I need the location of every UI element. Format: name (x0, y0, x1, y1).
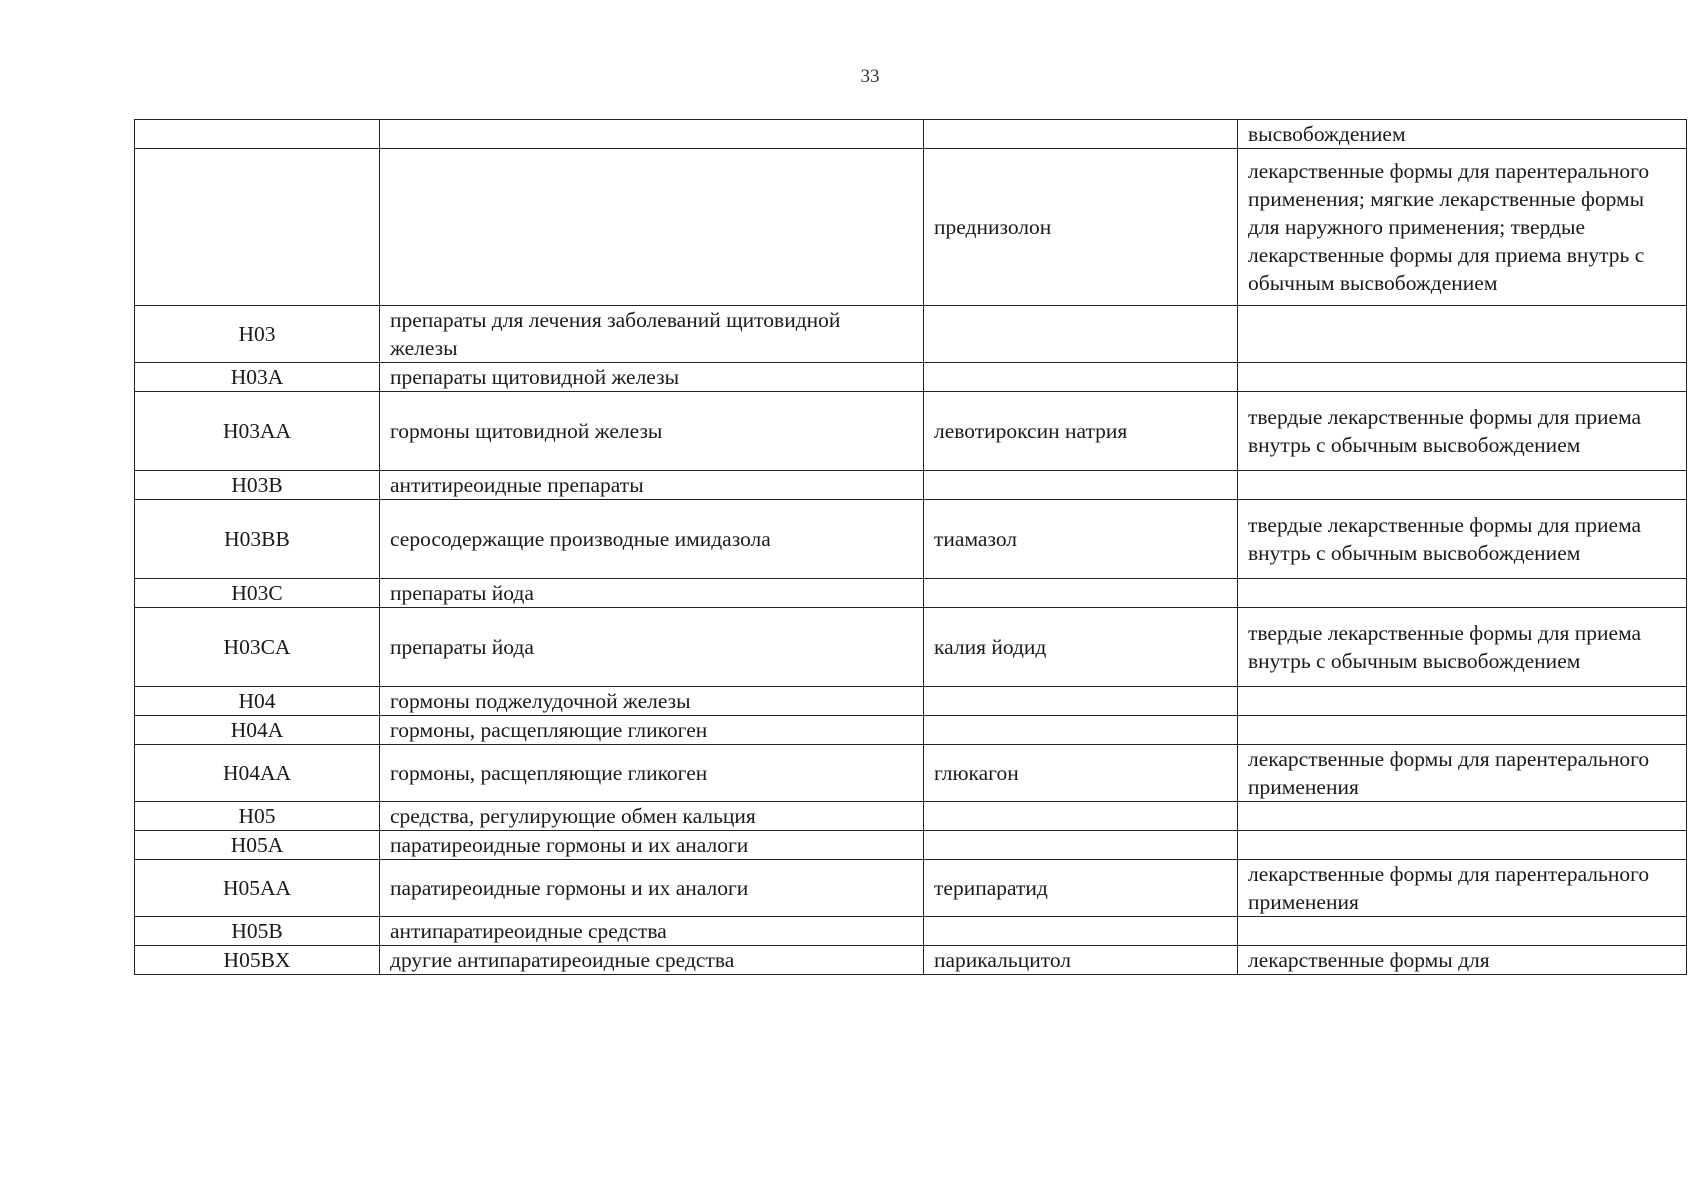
dosage-form-cell (1238, 687, 1687, 716)
atc-code-cell: H03A (135, 363, 380, 392)
drug-name-cell (924, 363, 1238, 392)
atc-code-cell: H03C (135, 579, 380, 608)
drug-name-cell: преднизолон (924, 149, 1238, 306)
group-name-cell: паратиреоидные гормоны и их аналоги (380, 831, 924, 860)
table-row (135, 120, 1687, 149)
drug-name-cell: тиамазол (924, 500, 1238, 579)
group-name-cell: средства, регулирующие обмен кальция (380, 802, 924, 831)
group-name-cell: другие антипаратиреоидные средства (380, 946, 924, 975)
group-name-cell: гормоны щитовидной железы (380, 392, 924, 471)
drug-table-wrapper (134, 119, 1686, 975)
drug-name-cell (924, 120, 1238, 149)
atc-code-cell: H04A (135, 716, 380, 745)
atc-code-cell (135, 120, 380, 149)
dosage-form-cell (1238, 831, 1687, 860)
drug-table-body (135, 120, 1687, 975)
group-name-cell: препараты щитовидной железы (380, 363, 924, 392)
drug-name-cell (924, 716, 1238, 745)
dosage-form-cell: твердые лекарственные формы для приема внутрь с обычным высвобождением (1238, 392, 1687, 471)
group-name-cell: антитиреоидные препараты (380, 471, 924, 500)
atc-code-cell: H03 (135, 306, 380, 363)
drug-table (134, 119, 1687, 975)
atc-code-cell: H03B (135, 471, 380, 500)
atc-code-cell: H04 (135, 687, 380, 716)
dosage-form-cell: твердые лекарственные формы для приема внутрь с обычным высвобождением (1238, 608, 1687, 687)
atc-code-cell: H03AA (135, 392, 380, 471)
table-row (135, 471, 1687, 500)
dosage-form-cell: высвобождением (1238, 120, 1687, 149)
atc-code-cell: H05BX (135, 946, 380, 975)
dosage-form-cell (1238, 917, 1687, 946)
dosage-form-cell (1238, 306, 1687, 363)
table-row (135, 687, 1687, 716)
dosage-form-cell: лекарственные формы для парентерального применения (1238, 860, 1687, 917)
group-name-cell: серосодержащие производные имидазола (380, 500, 924, 579)
table-row (135, 860, 1687, 917)
table-row (135, 608, 1687, 687)
atc-code-cell: H03BB (135, 500, 380, 579)
table-row (135, 802, 1687, 831)
table-row (135, 306, 1687, 363)
dosage-form-cell (1238, 579, 1687, 608)
dosage-form-cell: лекарственные формы для (1238, 946, 1687, 975)
drug-name-cell: терипаратид (924, 860, 1238, 917)
drug-name-cell (924, 471, 1238, 500)
drug-name-cell (924, 687, 1238, 716)
group-name-cell: препараты для лечения заболеваний щитовидной железы (380, 306, 924, 363)
atc-code-cell: H05AA (135, 860, 380, 917)
atc-code-cell: H03CA (135, 608, 380, 687)
atc-code-cell: H04AA (135, 745, 380, 802)
group-name-cell: препараты йода (380, 579, 924, 608)
table-row (135, 946, 1687, 975)
group-name-cell: гормоны, расщепляющие гликоген (380, 716, 924, 745)
atc-code-cell: H05A (135, 831, 380, 860)
drug-name-cell: калия йодид (924, 608, 1238, 687)
drug-name-cell (924, 917, 1238, 946)
atc-code-cell: H05 (135, 802, 380, 831)
table-row (135, 579, 1687, 608)
atc-code-cell (135, 149, 380, 306)
table-row (135, 917, 1687, 946)
group-name-cell: гормоны, расщепляющие гликоген (380, 745, 924, 802)
dosage-form-cell: лекарственные формы для парентерального применения; мягкие лекарственные формы для наружного применения; твердые лекарственные формы для приема внутрь с обычным высвобождением (1238, 149, 1687, 306)
group-name-cell: паратиреоидные гормоны и их аналоги (380, 860, 924, 917)
atc-code-cell: H05B (135, 917, 380, 946)
drug-name-cell (924, 802, 1238, 831)
group-name-cell (380, 149, 924, 306)
table-row (135, 149, 1687, 306)
dosage-form-cell (1238, 716, 1687, 745)
dosage-form-cell: твердые лекарственные формы для приема внутрь с обычным высвобождением (1238, 500, 1687, 579)
dosage-form-cell (1238, 363, 1687, 392)
table-row (135, 392, 1687, 471)
drug-name-cell: глюкагон (924, 745, 1238, 802)
drug-name-cell (924, 306, 1238, 363)
group-name-cell: гормоны поджелудочной железы (380, 687, 924, 716)
drug-name-cell: парикальцитол (924, 946, 1238, 975)
drug-name-cell (924, 579, 1238, 608)
drug-name-cell (924, 831, 1238, 860)
group-name-cell (380, 120, 924, 149)
drug-name-cell: левотироксин натрия (924, 392, 1238, 471)
dosage-form-cell (1238, 802, 1687, 831)
table-row (135, 363, 1687, 392)
group-name-cell: антипаратиреоидные средства (380, 917, 924, 946)
group-name-cell: препараты йода (380, 608, 924, 687)
page-number: 33 (860, 66, 880, 87)
dosage-form-cell: лекарственные формы для парентерального применения (1238, 745, 1687, 802)
table-row (135, 716, 1687, 745)
table-row (135, 500, 1687, 579)
table-row (135, 831, 1687, 860)
table-row (135, 745, 1687, 802)
dosage-form-cell (1238, 471, 1687, 500)
